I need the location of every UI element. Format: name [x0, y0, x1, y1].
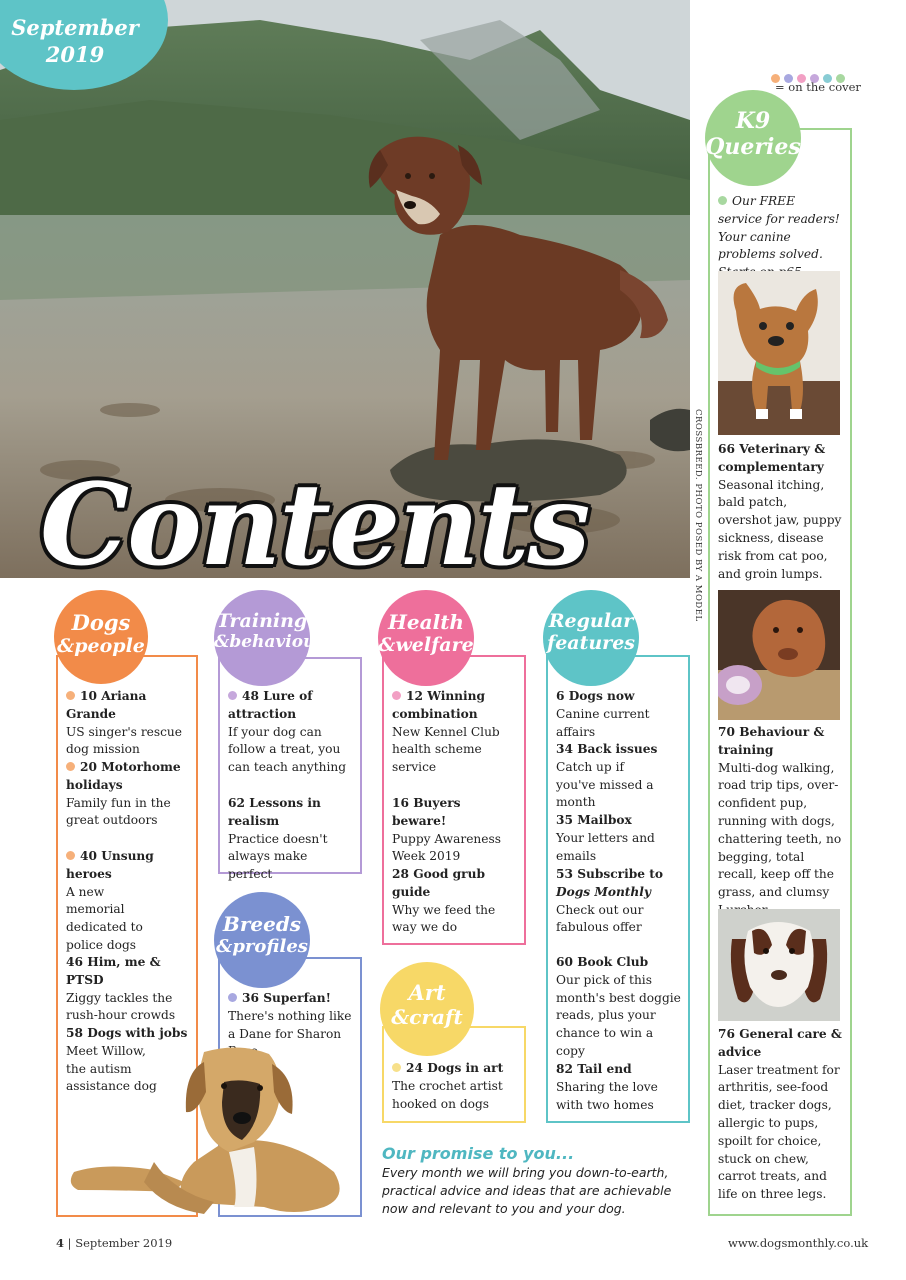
k9-title-1: K9: [735, 108, 771, 134]
entry-desc: Our pick of this month's best doggie reads, plus your chance to win a copy: [556, 972, 681, 1058]
spaniel-image: [718, 909, 840, 1021]
entry-num: 46: [66, 955, 83, 969]
k9-entry-num: 76: [718, 1027, 735, 1041]
k9-entry-title: Behaviour & training: [718, 725, 825, 757]
entry-desc: US singer's rescue dog mission: [66, 724, 182, 757]
entry-title: Tail end: [577, 1062, 632, 1076]
regular-entry: [556, 954, 682, 1061]
k9-entry-desc: Multi-dog walking, road trip tips, over-confident pup, running with dogs, chattering teeth, no begging, total recall, keep off the grass, and clumsy: [718, 760, 842, 900]
entry-num: 82: [556, 1062, 573, 1076]
k9-entry-76: [718, 1026, 844, 1204]
art-heading: [380, 962, 474, 1056]
entry-desc: Meet Willow, the autism assistance dog: [66, 1043, 157, 1094]
entry-title: Motorhome holidays: [66, 760, 181, 792]
cover-dot: [66, 691, 75, 700]
health-entry: [392, 866, 502, 937]
section-title-2: &behaviour: [214, 632, 325, 652]
great-dane-puppy-photo: [64, 1042, 354, 1222]
regular-entry: [556, 866, 666, 937]
entry-title: Buyers beware!: [392, 796, 461, 828]
dogs-entry: [66, 688, 192, 759]
art-entry: [392, 1060, 518, 1113]
entry-num: 53: [556, 867, 573, 881]
hero-photo: [0, 0, 690, 578]
section-title-2: &craft: [391, 1005, 463, 1029]
vizsla-image: [718, 590, 840, 720]
cover-dot: [66, 762, 75, 771]
page-title: Contents: [40, 460, 589, 578]
health-entry: [392, 688, 518, 777]
entry-title: Lure of attraction: [228, 689, 313, 721]
entry-desc: There's nothing like a Dane for Sharon: [228, 1008, 352, 1041]
footer-date: September 2019: [75, 1236, 173, 1250]
entry-desc: Catch up if you've missed a month: [556, 759, 654, 810]
dogs-entry: [66, 848, 166, 955]
entry-title: Good grub guide: [392, 867, 485, 899]
french-bulldog-image: [718, 271, 840, 435]
section-title-1: Breeds: [222, 912, 302, 936]
great-dane-puppy-image: [64, 1042, 354, 1222]
entry-desc: Ziggy tackles the rush-hour crowds: [66, 990, 176, 1023]
entry-title: Him, me & PTSD: [66, 955, 161, 987]
photo-credit-text: CROSSBREED. PHOTO POSED BY A MODEL: [693, 409, 703, 622]
issue-year: 2019: [45, 42, 105, 67]
entry-title: Subscribe to: [577, 867, 664, 881]
section-title-2: features: [547, 632, 635, 654]
entry-desc: Practice doesn't always make perfect: [228, 831, 328, 882]
k9-photo-french-bulldog: [718, 271, 840, 435]
k9-entry-desc: Seasonal itching, bald patch, overshot jaw, puppy sickness, disease risk from cat poo, and groin lumps.: [718, 477, 842, 581]
k9-queries-heading: [705, 90, 801, 186]
entry-title: Superfan!: [263, 991, 331, 1005]
section-title-1: Art: [408, 980, 446, 1005]
entry-num: 34: [556, 742, 573, 756]
entry-desc: A new memorial dedicated to police dogs: [66, 884, 143, 952]
issue-month: September: [11, 15, 139, 40]
cover-dot: [228, 993, 237, 1002]
regular-entry: [556, 741, 666, 812]
training-heading: [214, 590, 325, 686]
entry-num: 48: [242, 689, 259, 703]
k9-photo-spaniel: [718, 909, 840, 1021]
entry-num: 36: [242, 991, 259, 1005]
training-entry: [228, 795, 354, 884]
k9-title-2: Queries: [705, 134, 801, 160]
entry-desc: Your letters and emails: [556, 830, 655, 863]
entry-title: Ariana Grande: [66, 689, 147, 721]
promise-title: Our promise to you...: [382, 1144, 575, 1163]
section-title-2: &profiles: [216, 936, 308, 957]
issue-date: [0, 14, 150, 68]
entry-num: 60: [556, 955, 573, 969]
page-number: 4: [56, 1236, 65, 1250]
section-title-1: Regular: [548, 610, 634, 632]
entry-desc: Check out our fabulous offer: [556, 902, 644, 935]
k9-entry-num: 70: [718, 725, 735, 739]
cover-legend-dots: [771, 68, 851, 80]
cover-dot: [718, 196, 727, 205]
entry-title: Book Club: [577, 955, 649, 969]
section-title-1: Training: [216, 610, 308, 632]
entry-desc: If your dog can follow a treat, you can teach anything: [228, 724, 347, 775]
k9-entry-num: 66: [718, 442, 735, 456]
dogs-entry: [66, 954, 192, 1025]
section-title-1: Dogs: [71, 610, 131, 635]
health-heading: [378, 590, 474, 686]
entry-title: Lessons in realism: [228, 796, 321, 828]
health-entry: [392, 795, 518, 866]
section-title-2: &welfare: [378, 634, 474, 656]
section-title-1: Health: [388, 610, 464, 634]
entry-num: 10: [80, 689, 97, 703]
cover-dot: [66, 851, 75, 860]
entry-num: 62: [228, 796, 245, 810]
entry-title: Dogs in art: [427, 1061, 504, 1075]
k9-intro: [718, 193, 842, 282]
k9-entry-70: [718, 724, 844, 920]
entry-num: 58: [66, 1026, 83, 1040]
entry-desc: The crochet artist hooked on dogs: [392, 1078, 503, 1111]
training-entry: [228, 688, 352, 777]
dogs-people-heading: [54, 590, 148, 684]
footer-page-info: [56, 1236, 172, 1250]
entry-title: Winning combination: [392, 689, 486, 721]
entry-title: Unsung heroes: [66, 849, 154, 881]
regular-heading: [543, 590, 639, 686]
entry-title: Mailbox: [577, 813, 632, 827]
regular-entry: [556, 688, 682, 741]
regular-entry: [556, 1061, 676, 1114]
entry-num: 40: [80, 849, 97, 863]
dogs-entry: [66, 759, 182, 830]
entry-num: 35: [556, 813, 573, 827]
entry-desc: Family fun in the great outdoors: [66, 795, 171, 828]
k9-entry-title: General care & advice: [718, 1027, 842, 1059]
entry-num: 20: [80, 760, 97, 774]
breeds-heading: [214, 892, 310, 988]
entry-desc: Puppy Awareness Week 2019: [392, 831, 501, 864]
cover-legend-text: = on the cover: [775, 80, 861, 94]
entry-desc: Canine current affairs: [556, 706, 650, 739]
cover-dot: [392, 1063, 401, 1072]
cover-dot: [228, 691, 237, 700]
k9-entry-desc: Laser treatment for arthritis, see-food diet, tracker dogs, allergic to pups, spoilt for choice, stuck on chew, carrot treats, and life on three legs.: [718, 1062, 840, 1202]
k9-photo-vizsla: [718, 590, 840, 720]
entry-desc: Sharing the love with two homes: [556, 1079, 658, 1112]
k9-entry-66: [718, 441, 844, 583]
k9-entry-title: Veterinary & complementary: [718, 442, 826, 474]
k9-intro-text: Our FREE service for readers! Your canine problems solved.: [718, 194, 840, 262]
section-title-2: &people: [57, 635, 145, 657]
entry-title: Dogs now: [568, 689, 635, 703]
entry-title-italic: Dogs Monthly: [556, 884, 652, 899]
entry-desc: Why we feed the way we do: [392, 902, 496, 935]
entry-num: 12: [406, 689, 423, 703]
entry-title: Dogs with jobs: [87, 1026, 188, 1040]
entry-title: Back issues: [577, 742, 658, 756]
entry-num: 28: [392, 867, 409, 881]
promise-body: Every month we will bring you down-to-earth, practical advice and ideas that are achievable now and relevant to you and your dog.: [382, 1165, 672, 1216]
entry-desc: New Kennel Club health scheme service: [392, 724, 500, 775]
entry-num: 24: [406, 1061, 423, 1075]
cover-dot: [392, 691, 401, 700]
photo-credit: [692, 409, 704, 622]
entry-num: 16: [392, 796, 409, 810]
regular-entry: [556, 812, 684, 865]
entry-num: 6: [556, 689, 565, 703]
website-url[interactable]: www.dogsmonthly.co.uk: [728, 1236, 869, 1250]
footer-separator: |: [67, 1236, 72, 1250]
